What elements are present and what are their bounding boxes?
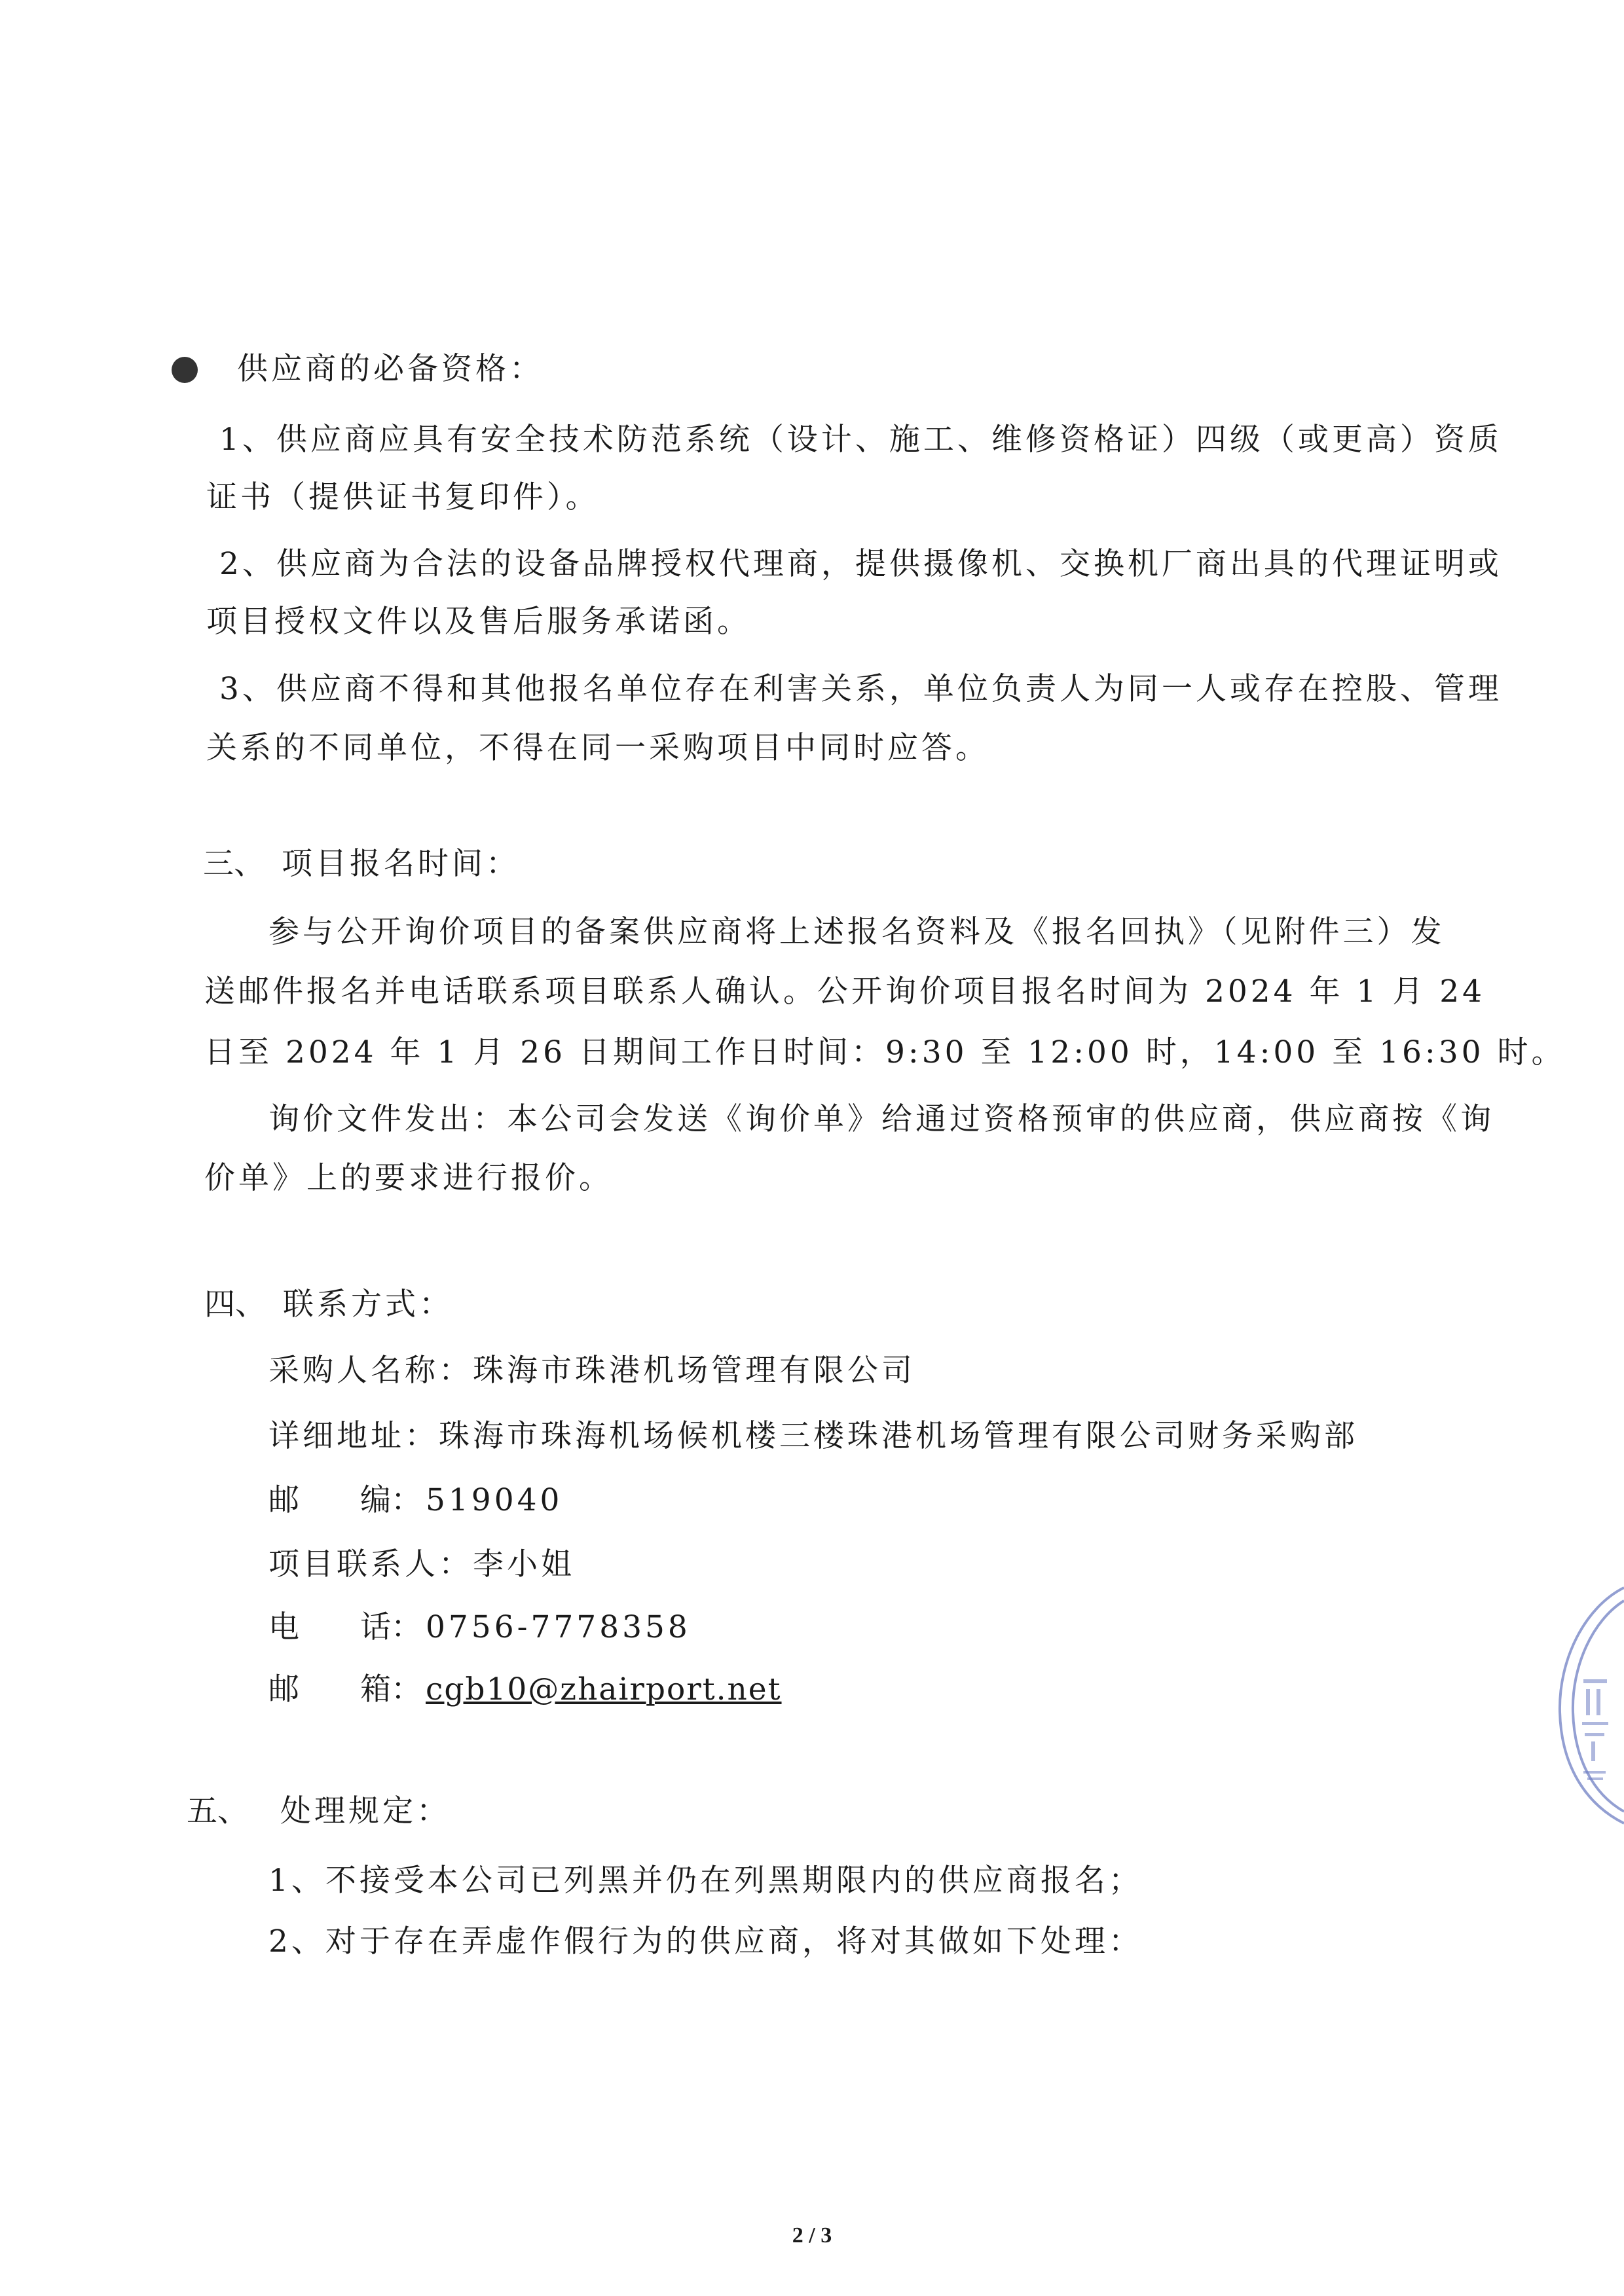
page-number: 2 / 3 bbox=[792, 2223, 832, 2248]
qualification-item-2-line2: 项目授权文件以及售后服务承诺函。 bbox=[206, 604, 751, 640]
phone-label-b: 话： bbox=[360, 1609, 422, 1645]
section3-title: 项目报名时间： bbox=[282, 846, 520, 882]
section3-para2-line1: 询价文件发出：本公司会发送《询价单》给通过资格预审的供应商，供应商按《询 bbox=[268, 1101, 1494, 1137]
email-link[interactable]: cgb10@zhairport.net bbox=[426, 1671, 782, 1707]
section3-para1-line2: 送邮件报名并电话联系项目联系人确认。公开询价项目报名时间为 2024 年 1 月 24 bbox=[204, 974, 1486, 1010]
project-contact: 项目联系人：李小姐 bbox=[268, 1546, 575, 1582]
section4-number: 四、 bbox=[204, 1286, 266, 1322]
section5-number: 五、 bbox=[187, 1793, 248, 1829]
section3-para1-line1: 参与公开询价项目的备案供应商将上述报名资料及《报名回执》（见附件三）发 bbox=[268, 914, 1445, 950]
email-label-a: 邮 bbox=[268, 1671, 299, 1707]
qualification-item-3-line1: 3、供应商不得和其他报名单位存在利害关系，单位负责人为同一人或存在控股、管理 bbox=[219, 671, 1502, 707]
bullet-icon bbox=[172, 357, 198, 383]
qualification-item-3-line2: 关系的不同单位，不得在同一采购项目中同时应答。 bbox=[206, 730, 989, 766]
detailed-address: 详细地址：珠海市珠海机场候机楼三楼珠港机场管理有限公司财务采购部 bbox=[268, 1418, 1358, 1454]
email-label-b: 箱： bbox=[360, 1671, 422, 1707]
section3-para1-line3: 日至 2024 年 1 月 26 日期间工作日时间：9:30 至 12:00 时，14:00 至 16:30 时。 bbox=[204, 1034, 1566, 1070]
purchaser-name: 采购人名称：珠海市珠港机场管理有限公司 bbox=[268, 1353, 915, 1389]
section4-title: 联系方式： bbox=[283, 1286, 453, 1322]
postcode-label-b: 编： bbox=[360, 1482, 422, 1518]
qualification-item-1-line1: 1、供应商应具有安全技术防范系统（设计、施工、维修资格证）四级（或更高）资质 bbox=[219, 422, 1502, 458]
postcode-value: 519040 bbox=[426, 1482, 563, 1518]
section5-title: 处理规定： bbox=[280, 1793, 451, 1829]
postcode-label-a: 邮 bbox=[268, 1482, 299, 1518]
rule-item-1: 1、不接受本公司已列黑并仍在列黑期限内的供应商报名； bbox=[268, 1863, 1143, 1899]
phone-value: 0756-7778358 bbox=[426, 1609, 691, 1645]
qualifications-heading: 供应商的必备资格： bbox=[237, 351, 544, 387]
phone-label-a: 电 bbox=[268, 1609, 299, 1645]
company-seal-stamp bbox=[1545, 1581, 1624, 1830]
qualification-item-1-line2: 证书（提供证书复印件）。 bbox=[206, 479, 600, 515]
section3-number: 三、 bbox=[203, 846, 265, 882]
qualification-item-2-line1: 2、供应商为合法的设备品牌授权代理商，提供摄像机、交换机厂商出具的代理证明或 bbox=[219, 546, 1502, 582]
section3-para2-line2: 价单》上的要求进行报价。 bbox=[204, 1160, 613, 1196]
rule-item-2: 2、对于存在弄虚作假行为的供应商，将对其做如下处理： bbox=[268, 1923, 1143, 1959]
